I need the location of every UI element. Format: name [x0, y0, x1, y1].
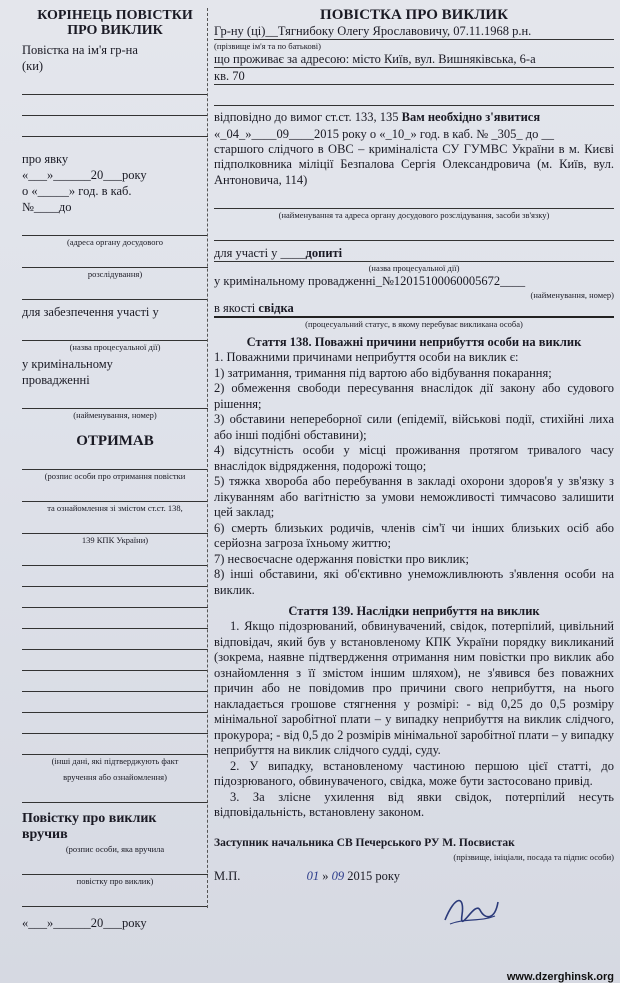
blank-line: [22, 570, 208, 587]
blank-line: [22, 251, 208, 268]
summons-title: ПОВІСТКА ПРО ВИКЛИК: [320, 7, 508, 23]
summons: [214, 8, 614, 884]
criminal-label: у кримінальному: [22, 357, 113, 371]
blank-line: [22, 675, 208, 692]
time-line: о «_____» год. в каб.: [22, 184, 132, 198]
blank-line: [22, 549, 208, 566]
blank-line: [22, 485, 208, 502]
blank-line: [22, 453, 208, 470]
blank-line: [22, 696, 208, 713]
caption-organ-address: (найменування та адреса органу досудового розслідування, засоби зв'язку): [278, 210, 550, 220]
seal-date-line: М.П. 01 » 09 2015 року: [214, 868, 401, 883]
criminal-label-2: провадженні: [22, 373, 90, 387]
blank-line: [22, 78, 208, 95]
caption-procedural: (назва процесуальної дії): [69, 342, 161, 352]
caption-person-handed: (розпис особи, яка вручила: [65, 844, 165, 854]
received-heading: ОТРИМАВ: [76, 433, 154, 449]
article-139-part-1: 1. Якщо підозрюваний, обвинувачений, свідок, потерпілий, цивільний відповідач, який був у встановленому КПК України порядку викликаний (зокрема, наявне підтвердження отримання ним повістки про виклик або ознайомлення з її змістом іншим шляхом), не з'явився без поважних причин або не повідомив про причини свого неприбуття, на нього накладається грошове стягнення у розмірі: - від 0,25 до 0,5 розміру мінімальної заробітної плати – у випадку неприбуття на виклик слідчого, прокурора; - від 0,5 до 2 розмірів мінімальної заробітної плати – у випадку неприбуття на виклик слідчого судді, суду.: [214, 619, 614, 757]
counterfoil: [22, 8, 208, 930]
address-line: що проживає за адресою: місто Київ, вул. Вишняківська, 6-а: [214, 51, 614, 68]
blank-line: [22, 517, 208, 534]
blank-line: [22, 612, 208, 629]
article-138-item-6: 6) смерть близьких родичів, членів сім'ї чи інших близьких осіб або серйозна загроза їхньому життю;: [214, 520, 614, 550]
blank-line: [22, 99, 208, 116]
counterfoil-title: КОРІНЕЦЬ ПОВІСТКИ ПРО ВИКЛИК: [37, 8, 193, 38]
blank-line: [22, 120, 208, 137]
caption-status: (процесуальний статус, в якому перебуває викликана особа): [305, 319, 523, 329]
caption-name-number: (найменування, номер): [73, 410, 157, 420]
article-138-item-1: 1) затримання, тримання під вартою або відбування покарання;: [214, 365, 552, 380]
caption-signature-3: 139 КПК України): [81, 535, 149, 545]
name-label-2: (ки): [22, 59, 44, 73]
blank-line: [22, 654, 208, 671]
blank-line: [22, 786, 208, 803]
blank-line: [22, 324, 208, 341]
room-line: №____до: [22, 200, 72, 214]
name-label: Повістка на ім'я гр-на: [22, 43, 138, 57]
caption-other-data: (інші дані, які підтверджують факт: [51, 756, 179, 766]
blank-line: [22, 219, 208, 236]
appear-label: про явку: [22, 152, 69, 166]
article-138-heading: Стаття 138. Поважні причини неприбуття особи на виклик: [246, 335, 582, 349]
caption-name-number-right: (найменування, номер): [530, 290, 614, 300]
investigator-text: старшого слідчого в ОВС – криміналіста СУ ГУМВС України в м. Києві підполковника міліції Безпалова Сергія Олександровича (м. Київ, вул. Антоновича, 114): [214, 141, 614, 187]
caption-organ: (адреса органу досудового: [66, 237, 164, 247]
criminal-proceeding-line: у кримінальному провадженні_№12015100060005672____: [214, 274, 526, 288]
signature-image: [440, 890, 500, 930]
blank-line: [22, 717, 208, 734]
tear-line: [207, 8, 208, 908]
left-date-line: «___»______20___року: [22, 916, 147, 930]
participation-line: для участі у ____допиті: [214, 245, 614, 262]
article-138-item-3: 3) обставини непереборної сили (епідемії, військові події, стихійні лиха або інші подібні обставини);: [214, 412, 614, 442]
blank-line: [22, 283, 208, 300]
caption-fullname: (прізвище ім'я та по батькові): [214, 41, 321, 51]
article-138-item-7: 7) несвоєчасне одержання повістки про виклик;: [214, 551, 469, 566]
handed-label: Повістку про виклик: [22, 811, 157, 826]
article-138-item-4: 4) відсутність особи у місці проживання протягом тривалого часу внаслідок відрядження, подорожі тощо;: [214, 443, 614, 473]
blank-line: [214, 89, 614, 106]
blank-line: [22, 890, 208, 907]
apartment-line: кв. 70: [214, 68, 614, 85]
handed-label-2: вручив: [22, 827, 68, 842]
article-138-item-8: 8) інші обставини, які об'єктивно унеможливлюють з'явлення особи на виклик.: [214, 567, 614, 597]
blank-line: [22, 392, 208, 409]
caption-signature-2: та ознайомлення зі змістом ст.ст. 138,: [47, 503, 183, 513]
article-138-item-5: 5) тяжка хвороба або перебування в закладі охорони здоров'я у зв'язку з лікуванням або вагітністю за умови неможливості тимчасово залишити цей заклад;: [214, 474, 614, 519]
watermark-url: www.dzerghinsk.org: [506, 971, 614, 983]
requirement-text: відповідно до вимог ст.ст. 133, 135 Вам необхідно з'явитися: [214, 110, 541, 124]
blank-line: [22, 858, 208, 875]
blank-line: [22, 738, 208, 755]
caption-signature: (розпис особи про отримання повістки: [44, 471, 186, 481]
addressee-line: Гр-ну (ці)__Тягнибоку Олегу Ярославовичу, 07.11.1968 р.н.: [214, 23, 614, 40]
blank-line: [22, 591, 208, 608]
caption-organ-2: розслідування): [87, 269, 143, 279]
article-139-part-2: 2. У випадку, встановленому частиною першою цієї статті, до підозрюваного, обвинуваченого, свідка, може бути застосовано привід.: [214, 758, 614, 788]
article-139-heading: Стаття 139. Наслідки неприбуття на виклик: [288, 604, 540, 618]
blank-line: [214, 224, 614, 241]
blank-line: [214, 192, 614, 209]
article-139-part-3: 3. За злісне ухилення від явки свідок, потерпілий несуть відповідальність, встановлену законом.: [214, 789, 614, 819]
caption-summons: повістку про виклик): [76, 876, 154, 886]
article-138-intro: 1. Поважними причинами неприбуття особи на виклик є:: [214, 350, 519, 364]
article-138-item-2: 2) обмеження свободи пересування внаслідок дії закону або судового рішення;: [214, 381, 614, 411]
signer-line: Заступник начальника СВ Печерського РУ М. Посвистак: [214, 836, 515, 849]
blank-line: [22, 633, 208, 650]
appointment-line: «_04_»____09____2015 року о «_10_» год. в каб. № _305_ до __: [214, 126, 554, 141]
caption-other-data-2: вручення або ознайомлення): [63, 772, 167, 782]
status-line: в якості свідка: [214, 300, 614, 318]
date-line: «___»______20___року: [22, 168, 147, 182]
caption-signer: (прізвище, ініціали, посада та підпис особи): [453, 851, 614, 862]
participation-label: для забезпечення участі у: [22, 305, 159, 319]
caption-procedural-action: (назва процесуальної дії): [368, 263, 460, 273]
